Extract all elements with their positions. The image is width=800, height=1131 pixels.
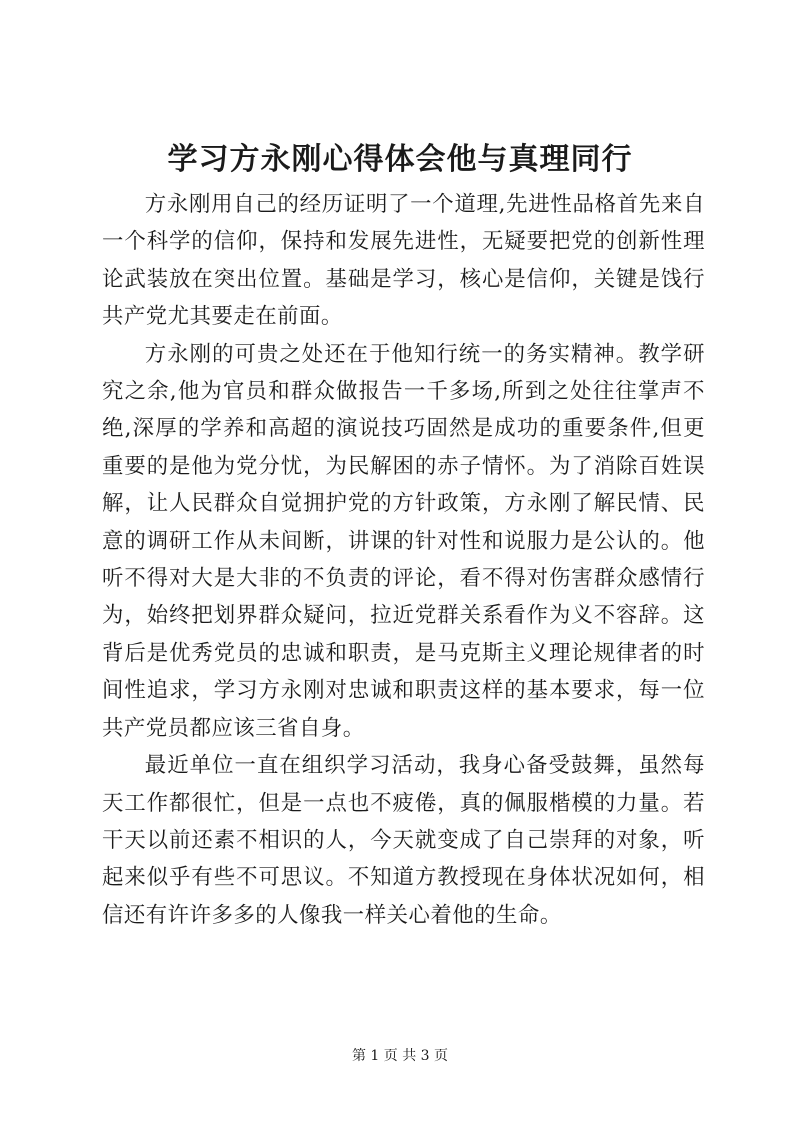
page-number: 第 1 页 共 3 页 bbox=[351, 1048, 449, 1064]
paragraph-3: 最近单位一直在组织学习活动，我身心备受鼓舞，虽然每天工作都很忙，但是一点也不疲倦，真的佩服楷模的力量。若干天以前还素不相识的人，今天就变成了自己崇拜的对象，听起来似乎有些不可思议。不知道方教授现在身体状况如何，相信还有许许多多的人像我一样关心着他的生命。 bbox=[102, 753, 705, 928]
paragraph-1: 方永刚用自己的经历证明了一个道理,先进性品格首先来自一个科学的信仰，保持和发展先进性，无疑要把党的创新性理论武装放在突出位置。基础是学习，核心是信仰，关键是饯行共产党尤其要走在前面。 bbox=[102, 192, 705, 330]
paragraph-2: 方永刚的可贵之处还在于他知行统一的务实精神。教学研究之余,他为官员和群众做报告一千多场,所到之处往往掌声不绝,深厚的学养和高超的演说技巧固然是成功的重要条件,但更重要的是他为党分忧，为民解困的赤子情怀。为了消除百姓误解，让人民群众自觉拥护党的方针政策，方永刚了解民情、民意的调研工作从未间断，讲课的针对性和说服力是公认的。他听不得对大是大非的不负责的评论，看不得对伤害群众感情行为，始终把划界群众疑问，拉近党群关系看作为义不容辞。这背后是优秀党员的忠诚和职责，是马克斯主义理论规律者的时间性追求，学习方永刚对忠诚和职责这样的基本要求，每一位共产党员都应该三省自身。 bbox=[102, 341, 705, 741]
page-title: 学习方永刚心得体会他与真理同行 bbox=[167, 142, 633, 177]
document-body bbox=[102, 186, 705, 934]
page-footer bbox=[0, 1046, 800, 1066]
